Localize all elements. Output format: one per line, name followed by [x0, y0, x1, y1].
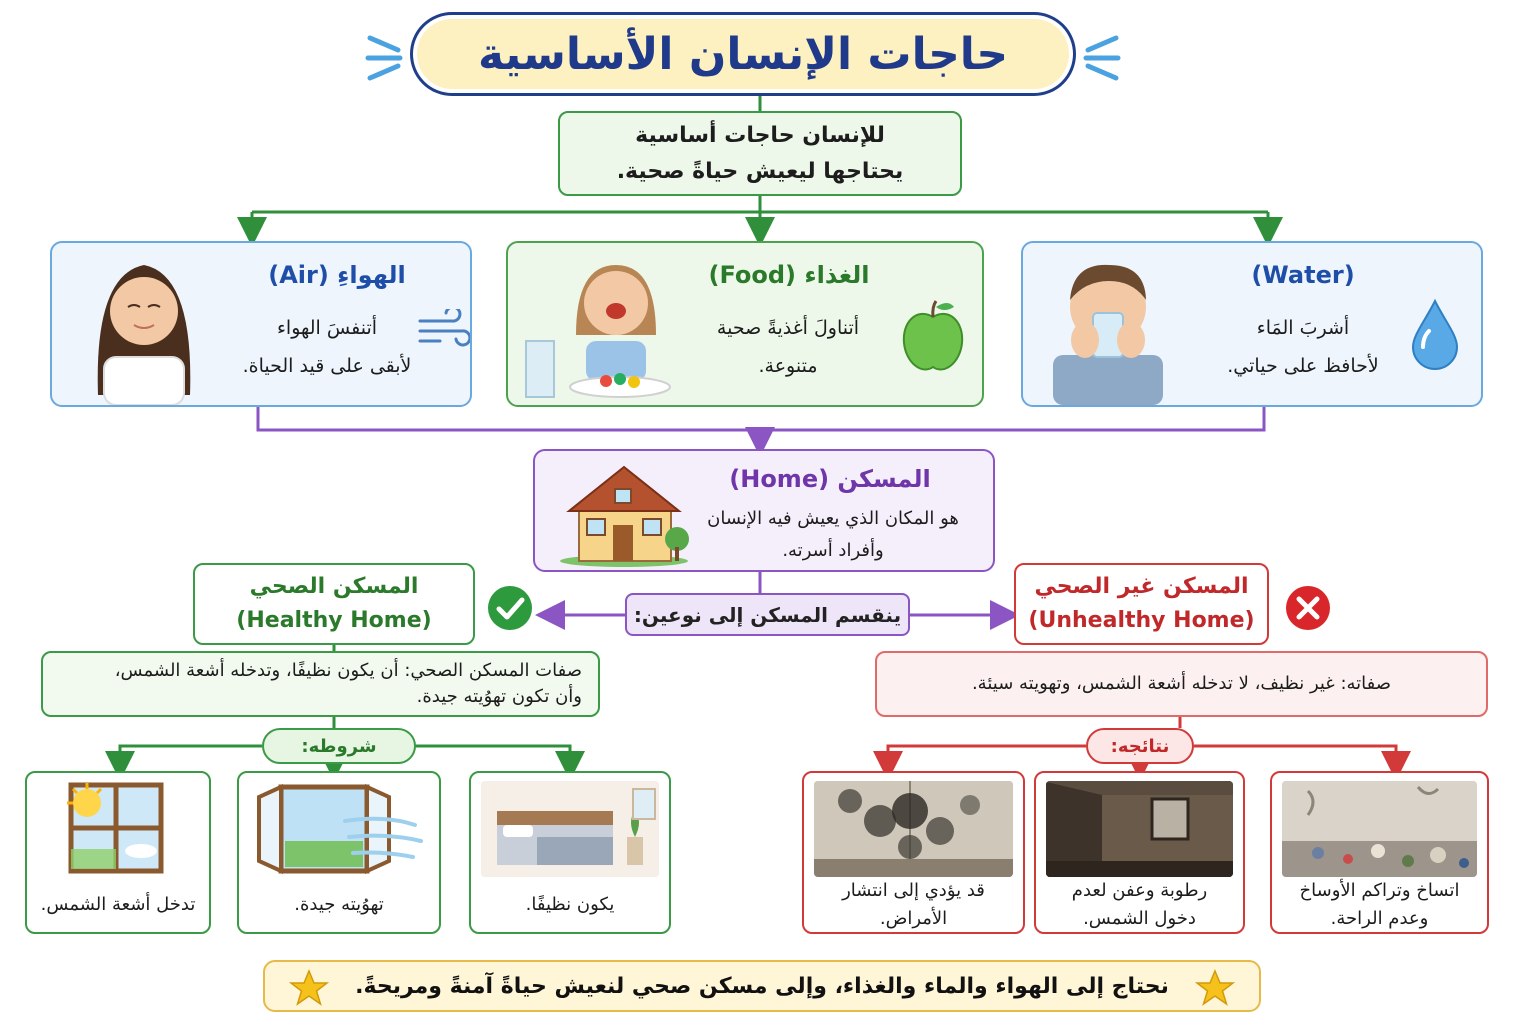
air-line-2: لأبقى على قيد الحياة.	[242, 355, 412, 377]
intro-box	[558, 111, 962, 196]
food-card	[506, 241, 984, 407]
unhealthy-home-heading	[1014, 563, 1269, 645]
results-label: نتائجه:	[1086, 728, 1194, 764]
dirt-caption	[1278, 881, 1481, 928]
star-icon-left	[289, 968, 329, 1008]
food-title: الغذاء (Food)	[708, 261, 870, 289]
healthy-title-en: (Healthy Home)	[236, 608, 432, 633]
healthy-desc-line-1: صفات المسكن الصحي: أن يكون نظيفًا، وتدخله أشعة الشمس،	[114, 660, 582, 681]
dirt-caption-line-2: وعدم الراحة.	[1330, 907, 1429, 929]
air-photo	[64, 245, 224, 405]
healthy-desc-line-2: وأن تكون تهوُيته جيدة.	[416, 686, 582, 707]
sunny-window-image	[37, 781, 199, 877]
unhealthy-item-disease	[802, 771, 1025, 934]
dirty-room-image	[1282, 781, 1477, 877]
open-window-image	[249, 781, 429, 877]
damp-caption-line-2: دخول الشمس.	[1083, 907, 1196, 929]
air-line-1: أتنفسَ الهواء	[276, 317, 378, 339]
intro-line-2: يحتاجها ليعيش حياةً صحية.	[616, 158, 904, 184]
apple-icon	[898, 297, 968, 377]
food-line-2: متنوعة.	[758, 355, 818, 377]
food-line-1: أتناولَ أغذيةً صحية	[716, 317, 860, 339]
wind-icon	[416, 309, 470, 353]
house-icon	[557, 459, 691, 567]
star-icon-right	[1195, 968, 1235, 1008]
conditions-label: شروطه:	[262, 728, 416, 764]
page-title	[410, 12, 1076, 96]
unhealthy-title-en: (Unhealthy Home)	[1028, 608, 1255, 633]
water-line-2: لأحافظ على حياتي.	[1227, 355, 1379, 377]
healthy-item-ventilation	[237, 771, 441, 934]
mold-wall-image	[814, 781, 1013, 877]
cross-icon	[1284, 584, 1332, 632]
water-title: (Water)	[1251, 261, 1355, 289]
home-line-2: وأفراد أسرته.	[782, 540, 884, 561]
food-photo	[516, 245, 706, 405]
unhealthy-item-dirt	[1270, 771, 1489, 934]
unhealthy-item-damp	[1034, 771, 1245, 934]
home-title: المسكن (Home)	[729, 465, 931, 493]
sunlight-caption: تدخل أشعة الشمس.	[40, 893, 196, 915]
healthy-title-ar: المسكن الصحي	[249, 574, 419, 599]
air-title: الهواءِ (Air)	[268, 261, 406, 289]
healthy-home-heading	[193, 563, 475, 645]
food-text	[688, 309, 888, 385]
home-line-1: هو المكان الذي يعيش فيه الإنسان	[707, 508, 959, 529]
check-icon	[486, 584, 534, 632]
clean-bedroom-image	[481, 781, 659, 877]
title-sparkle-right-icon	[364, 28, 404, 88]
water-photo	[1033, 245, 1183, 405]
water-card	[1021, 241, 1483, 407]
ventilation-caption: تهوُيته جيدة.	[294, 893, 384, 915]
unhealthy-description	[875, 651, 1488, 717]
home-card	[533, 449, 995, 572]
title-sparkle-left-icon	[1082, 28, 1122, 88]
clean-caption: يكون نظيفًا.	[525, 893, 615, 915]
unhealthy-desc-text: صفاته: غير نظيف، لا تدخله أشعة الشمس، وتهويته سيئة.	[971, 673, 1392, 694]
disease-caption-line-2: الأمراض.	[879, 907, 948, 929]
water-drop-icon	[1407, 297, 1463, 373]
unhealthy-title-ar: المسكن غير الصحي	[1034, 574, 1249, 599]
footer-banner	[263, 960, 1261, 1012]
split-label: ينقسم المسكن إلى نوعين:	[625, 593, 910, 636]
water-line-1: أشربَ المَاء	[1256, 317, 1350, 339]
page-title-text: حاجات الإنسان الأساسية	[477, 28, 1009, 80]
water-text	[1183, 309, 1423, 385]
damp-caption	[1042, 881, 1237, 928]
home-text	[685, 503, 981, 567]
healthy-item-sunlight	[25, 771, 211, 934]
healthy-item-clean	[469, 771, 671, 934]
disease-caption	[810, 881, 1017, 928]
footer-text: نحتاج إلى الهواء والماء والغذاء، وإلى مسكن صحي لنعيش حياةً آمنةً ومريحةً.	[355, 973, 1169, 999]
intro-line-1: للإنسان حاجات أساسية	[635, 122, 885, 148]
disease-caption-line-1: قد يؤدي إلى انتشار	[842, 879, 985, 901]
dark-room-image	[1046, 781, 1233, 877]
air-text	[222, 309, 432, 385]
damp-caption-line-1: رطوبة وعفن لعدم	[1071, 879, 1208, 901]
healthy-description	[41, 651, 600, 717]
air-card	[50, 241, 472, 407]
dirt-caption-line-1: اتساخ وتراكم الأوساخ	[1299, 879, 1460, 901]
